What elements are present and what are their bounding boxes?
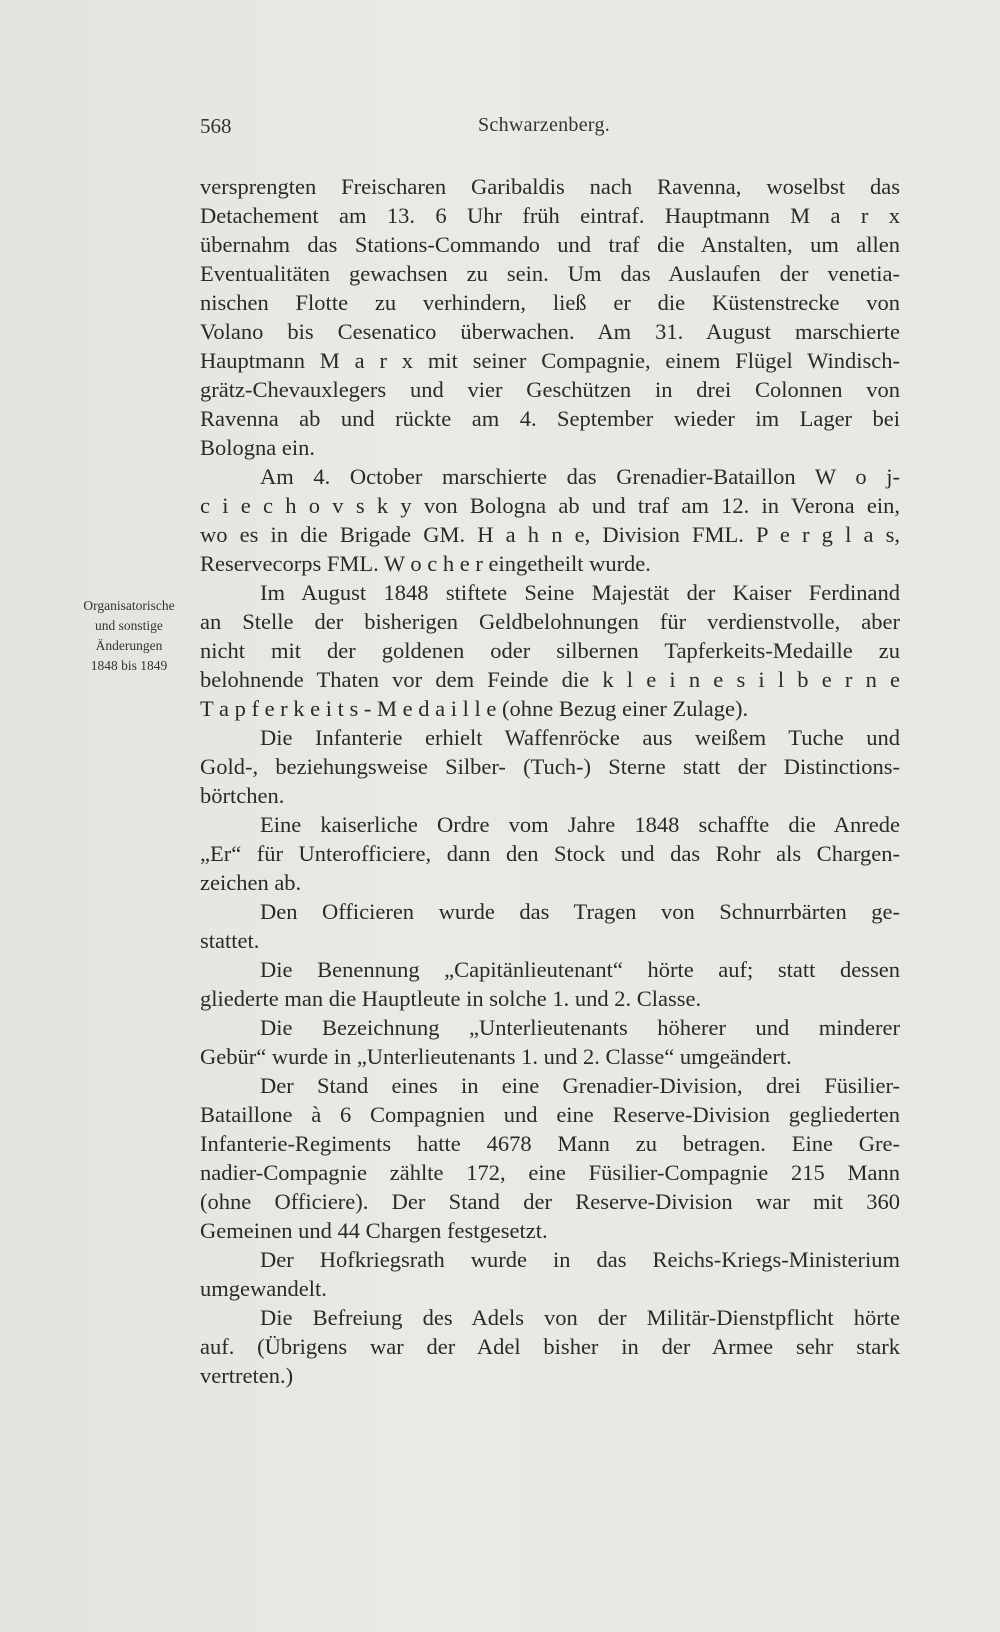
text-line: Volano bis Cesenatico überwachen. Am 31. August marschierte: [200, 319, 900, 344]
text-line: Infanterie-Regiments hatte 4678 Mann zu betragen. Eine Gre-: [200, 1131, 900, 1156]
text-line: Bologna ein.: [200, 435, 315, 460]
page-number: 568: [200, 114, 232, 138]
body-text: [200, 172, 900, 1390]
text-line: stattet.: [200, 928, 260, 953]
text-line: an Stelle der bisherigen Geldbelohnungen für verdienstvolle, aber: [200, 609, 900, 634]
text-line: „Er“ für Unterofficiere, dann den Stock und das Rohr als Chargen-: [200, 841, 900, 866]
text-line: Die Infanterie erhielt Waffenröcke aus weißem Tuche und: [260, 725, 900, 750]
text-line: Am 4. October marschierte das Grenadier-Bataillon W o j-: [260, 464, 900, 489]
text-line: Eine kaiserliche Ordre vom Jahre 1848 schaffte die Anrede: [260, 812, 900, 837]
text-line: auf. (Übrigens war der Adel bisher in der Armee sehr stark: [200, 1334, 900, 1359]
marginal-note-line: Änderungen: [95, 638, 163, 653]
text-line: zeichen ab.: [200, 870, 302, 895]
text-line: belohnende Thaten vor dem Feinde die k l e i n e s i l b e r n e: [200, 667, 900, 692]
text-line: Der Stand eines in eine Grenadier-Division, drei Füsilier-: [260, 1073, 900, 1098]
page-header: [200, 114, 900, 150]
text-line: Eventualitäten gewachsen zu sein. Um das Auslaufen der venetia-: [200, 261, 900, 286]
text-line: Detachement am 13. 6 Uhr früh eintraf. Hauptmann M a r x: [200, 203, 900, 228]
marginal-note: [62, 596, 196, 676]
text-line: Den Officieren wurde das Tragen von Schnurrbärten ge-: [260, 899, 900, 924]
text-line: c i e c h o v s k y von Bologna ab und traf am 12. in Verona ein,: [200, 493, 900, 518]
text-line: grätz-Chevauxlegers und vier Geschützen in drei Colonnen von: [200, 377, 900, 402]
text-line: wo es in die Brigade GM. H a h n e, Division FML. P e r g l a s,: [200, 522, 900, 547]
text-line: T a p f e r k e i t s - M e d a i l l e (ohne Bezug einer Zulage).: [200, 696, 749, 721]
text-line: versprengten Freischaren Garibaldis nach Ravenna, woselbst das: [200, 174, 900, 199]
text-line: Gemeinen und 44 Chargen festgesetzt.: [200, 1218, 548, 1243]
text-line: Die Benennung „Capitänlieutenant“ hörte auf; statt dessen: [260, 957, 900, 982]
text-line: Bataillone à 6 Compagnien und eine Reserve-Division gegliederten: [200, 1102, 900, 1127]
text-line: übernahm das Stations-Commando und traf die Anstalten, um allen: [200, 232, 900, 257]
text-line: Die Bezeichnung „Unterlieutenants höherer und minderer: [260, 1015, 900, 1040]
text-line: nicht mit der goldenen oder silbernen Tapferkeits-Medaille zu: [200, 638, 900, 663]
text-line: Reservecorps FML. W o c h e r eingetheilt wurde.: [200, 551, 651, 576]
text-line: Die Befreiung des Adels von der Militär-Dienstpflicht hörte: [260, 1305, 900, 1330]
text-line: nischen Flotte zu verhindern, ließ er die Küstenstrecke von: [200, 290, 900, 315]
text-line: vertreten.): [200, 1363, 294, 1388]
text-line: Gebür“ wurde in „Unterlieutenants 1. und 2. Classe“ umgeändert.: [200, 1044, 792, 1069]
marginal-note-line: Organisatorische: [83, 598, 175, 613]
text-line: nadier-Compagnie zählte 172, eine Füsilier-Compagnie 215 Mann: [200, 1160, 900, 1185]
marginal-note-line: und sonstige: [95, 618, 163, 633]
text-line: gliederte man die Hauptleute in solche 1. und 2. Classe.: [200, 986, 702, 1011]
text-line: Ravenna ab und rückte am 4. September wieder im Lager bei: [200, 406, 900, 431]
running-title: Schwarzenberg.: [478, 114, 611, 136]
text-line: Der Hofkriegsrath wurde in das Reichs-Kriegs-Ministerium: [260, 1247, 900, 1272]
marginal-note-line: 1848 bis 1849: [90, 658, 168, 673]
text-line: umgewandelt.: [200, 1276, 327, 1301]
text-line: Gold-, beziehungsweise Silber- (Tuch-) Sterne statt der Distinctions-: [200, 754, 900, 779]
text-line: Hauptmann M a r x mit seiner Compagnie, einem Flügel Windisch-: [200, 348, 900, 373]
text-line: Im August 1848 stiftete Seine Majestät der Kaiser Ferdinand: [260, 580, 900, 605]
text-line: (ohne Officiere). Der Stand der Reserve-Division war mit 360: [200, 1189, 900, 1214]
text-line: börtchen.: [200, 783, 285, 808]
